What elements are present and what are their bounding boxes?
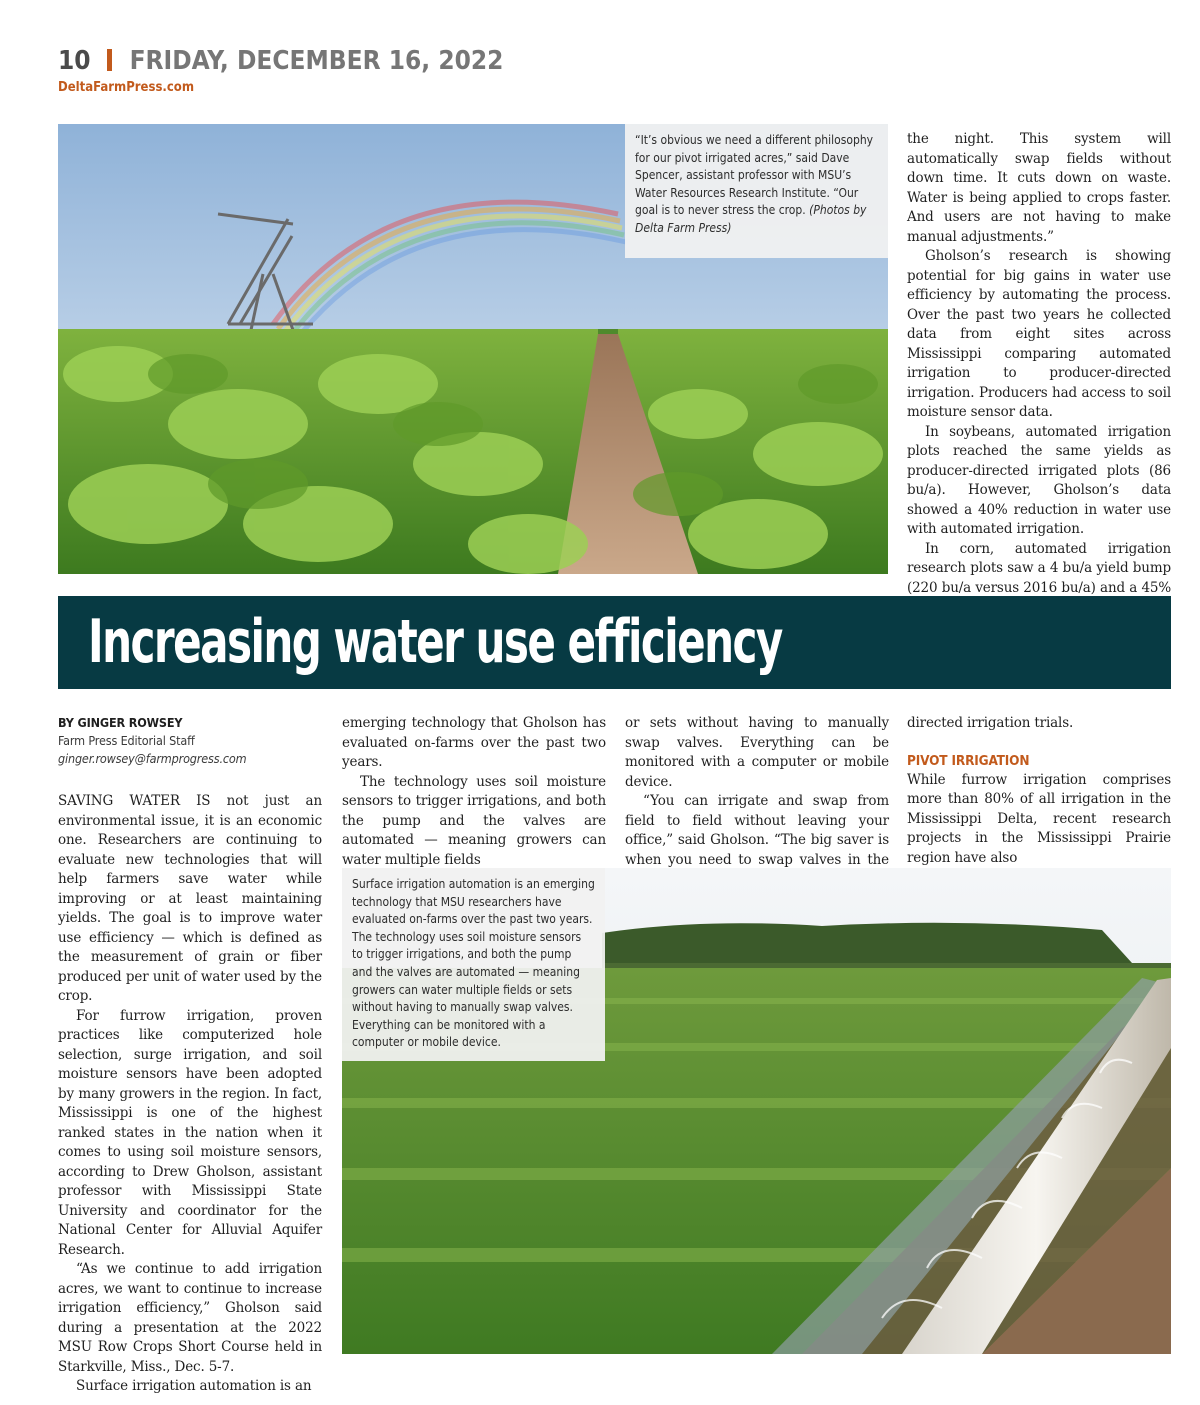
paragraph: “You can irrigate and swap from field to field without leaving your office,” said Gholson. “The big saver is when you need to swap valves in the [625, 793, 889, 868]
paragraph: In soybeans, automated irrigation plots reached the same yields as producer-directed irrigated plots (86 bu/a). However, Gholson’s data showed a 40% reduction in water use with automated irrigation. [907, 423, 1171, 537]
website-label: DeltaFarmPress.com [58, 80, 195, 95]
photo-caption-top [625, 124, 888, 258]
issue-date: FRIDAY, DECEMBER 16, 2022 [129, 46, 504, 76]
byline-email: ginger.rowsey@farmprogress.com [58, 751, 247, 766]
paragraph: Surface irrigation automation is an [76, 1378, 312, 1394]
subhead: PIVOT IRRIGATION [907, 752, 1030, 769]
folio [58, 44, 503, 78]
paragraph: Gholson’s research is showing potential for big gains in water use efficiency by automating the process. Over the past two years he collected data from eight sites across Mississippi comparing automated irrigation to producer-directed irrigation. Producers had access to soil moisture sensor data. [907, 248, 1171, 420]
paragraph: While furrow irrigation comprises more than 80% of all irrigation in the Mississippi Delta, recent research projects in the Mississippi Prairie region have also [907, 771, 1171, 866]
article-column-top [907, 130, 1171, 637]
photo-credit: (Photos by Delta Farm Press) [635, 203, 867, 235]
paragraph: emerging technology that Gholson has evaluated on-farms over the past two years. [342, 715, 606, 770]
paragraph: For furrow irrigation, proven practices like computerized hole selection, surge irrigation, and soil moisture sensors have been adopted by many growers in the region. In fact, Mississippi is one of the highest ranked states in the nation when it comes to using soil moisture sensors, according to Drew Gholson, assistant professor with Mississippi State University and coordinator for the National Center for Alluvial Aquifer Research. [58, 1007, 322, 1258]
page-number: 10 [58, 46, 91, 76]
paragraph: the night. This system will automatically swap fields without down time. It cuts down on waste. Water is being applied to crops faster. And users are not having to make manual adjustments.” [907, 131, 1171, 245]
paragraph: “As we continue to add irrigation acres, we want to continue to increase irrigation efficiency,” Gholson said during a presentation at the 2022 MSU Row Crops Short Course held in Starkville, Miss., Dec. 5-7. [58, 1261, 322, 1375]
paragraph: SAVING WATER IS not just an environmental issue, it is an economic one. Researchers are continuing to evaluate new technologies that will help farmers save water while improving or at least maintaining yields. The goal is to improve water use efficiency — which is defined as the measurement of grain or fiber produced per unit of water used by the crop. [58, 793, 322, 1004]
byline-author: BY GINGER ROWSEY [58, 715, 183, 730]
photo-caption-bottom [342, 868, 605, 1061]
caption-text: “It’s obvious we need a different philosophy for our pivot irrigated acres,” said Dave Spencer, assistant professor with MSU’s Water Resources Research Institute. “Our goal is to never stress the crop. [635, 133, 874, 217]
article-column-3 [625, 714, 889, 890]
paragraph: In corn, automated irrigation research plots saw a 4 bu/a yield bump (220 bu/a versus 2016 bu/a) and a 45% [907, 540, 1171, 596]
article-column-4 [907, 714, 1171, 868]
headline: Increasing water use efficiency [88, 607, 782, 677]
headline-banner [58, 596, 1171, 689]
article-column-1 [58, 714, 322, 1397]
paragraph: or sets without having to manually swap valves. Everything can be monitored with a computer or mobile device. [625, 715, 889, 790]
folio-divider [107, 49, 112, 71]
byline-title: Farm Press Editorial Staff [58, 733, 195, 748]
article-column-2 [342, 714, 606, 870]
page-header [58, 44, 503, 95]
caption-text: Surface irrigation automation is an emerging technology that MSU researchers have evaluated on-farms over the past two years. The technology uses soil moisture sensors to trigger irrigations, and both the pump and the valves are automated — meaning growers can water multiple fields or sets without having to manually swap valves. Everything can be monitored with a computer or mobile device. [352, 877, 595, 1050]
paragraph: directed irrigation trials. [907, 715, 1074, 731]
paragraph: The technology uses soil moisture sensors to trigger irrigations, and both the pump and the valves are automated — meaning growers can water multiple fields [342, 773, 606, 868]
